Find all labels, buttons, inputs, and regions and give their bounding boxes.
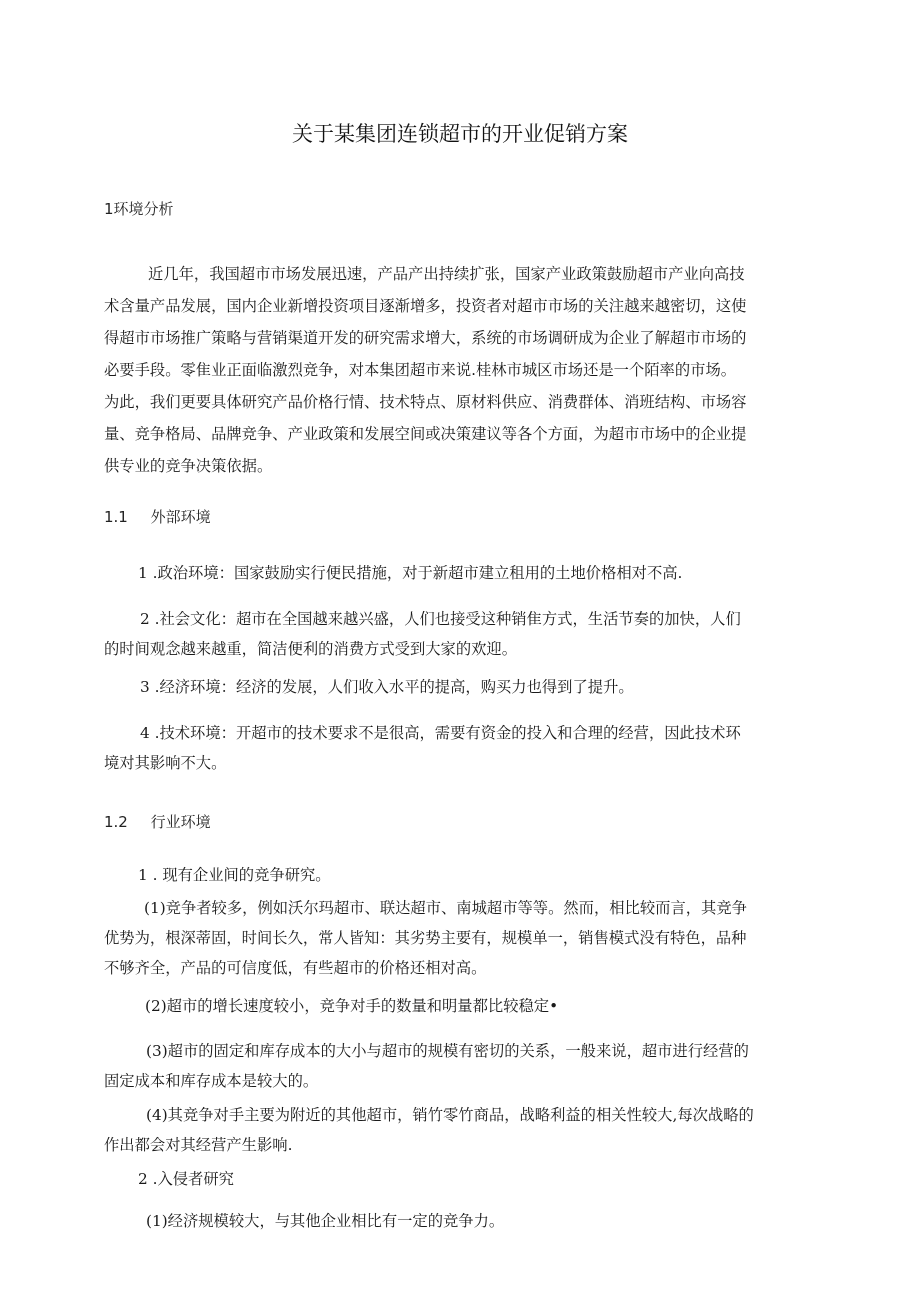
industry-item-competition: 1 . 现有企业间的竞争研究。 — [138, 866, 331, 884]
text-line: 固定成本和库存成本是较大的。 — [104, 1072, 319, 1090]
text-line: 优势为，根深蒂固，时间长久，常人皆知：其劣势主要有，规模单一，销售模式没有特色，品种 — [104, 929, 747, 947]
text-line: 境对其影响不大。 — [104, 754, 227, 772]
paragraph-environment-analysis — [104, 258, 816, 482]
subsection-title: 外部环境 — [150, 508, 211, 526]
document-title: 关于某集团连锁超市的开业促销方案 — [292, 122, 628, 146]
text-line: 4 .技术环境：开超市的技术要求不是很高，需要有资金的投入和合理的经营，因此技术环 — [140, 724, 741, 742]
industry-point-1 — [104, 893, 816, 983]
text-line: 的时间观念越来越重，简洁便利的消费方式受到大家的欢迎。 — [104, 640, 518, 658]
entrants-point-1: (1)经济规模较大，与其他企业相比有一定的竞争力。 — [146, 1212, 505, 1230]
subsection-number: 1.2 — [104, 813, 128, 831]
subsection-heading-external — [104, 506, 211, 527]
text-line: 术含量产品发展，国内企业新增投资项目逐渐增多，投资者对超市市场的关注越来越密切，这使 — [104, 297, 747, 315]
industry-point-2: (2)超市的增长速度较小，竞争对手的数量和明量都比较稳定• — [145, 997, 559, 1015]
external-item-politics: 1 .政治环境：国家鼓励实行便民措施，对于新超市建立租用的土地价格相对不高. — [138, 564, 683, 582]
industry-item-entrants: 2 .入侵者研究 — [138, 1170, 234, 1188]
text-line: 为此，我们更要具体研究产品价格行情、技术特点、原材料供应、消费群体、消班结构、市场容 — [104, 393, 747, 411]
text-line: 作出都会对其经营产生影响. — [104, 1136, 293, 1154]
external-item-economy: 3 .经济环境：经济的发展，人们收入水平的提高，购买力也得到了提升。 — [140, 678, 634, 696]
subsection-title: 行业环境 — [150, 813, 211, 831]
text-line: 近几年，我国超市市场发展迅速，产品产出持续扩张，国家产业政策鼓励超市产业向高技 — [148, 265, 745, 283]
subsection-number: 1.1 — [104, 508, 128, 526]
text-line: 量、竞争格局、品牌竞争、产业政策和发展空间或决策建议等各个方面，为超市市场中的企业提 — [104, 425, 747, 443]
industry-point-4 — [104, 1100, 816, 1160]
text-line: 供专业的竞争决策依据。 — [104, 457, 273, 475]
external-item-technology — [104, 718, 816, 778]
industry-point-3 — [104, 1036, 816, 1096]
text-line: 2 .社会文化：超市在全国越来越兴盛，人们也接受这种销隹方式，生活节奏的加快，人们 — [140, 610, 741, 628]
subsection-heading-industry — [104, 811, 211, 832]
text-line: 必要手段。零隹业正面临激烈竞争，对本集团超市来说.桂林市城区市场还是一个陌率的市场。 — [104, 361, 737, 379]
text-line: 得超市市场推广策略与营销渠道开发的研究需求增大，系统的市场调研成为企业了解超市市场的 — [104, 329, 747, 347]
section-heading-environment-analysis: 1环境分析 — [104, 200, 174, 218]
text-line: (3)超市的固定和库存成本的大小与超市的规模有密切的关系，一般来说，超市进行经营的 — [146, 1042, 749, 1060]
text-line: (1)竞争者较多，例如沃尔玛超市、联达超市、南城超市等等。然而，相比较而言，其竞争 — [144, 899, 747, 917]
external-item-society — [104, 604, 816, 664]
text-line: 不够齐全，产品的可信度低，有些超市的价格还相对高。 — [104, 959, 487, 977]
text-line: (4)其竞争对手主要为附近的其他超市，销竹零竹商品，战略利益的相关性较大,每次战略的 — [146, 1106, 754, 1124]
